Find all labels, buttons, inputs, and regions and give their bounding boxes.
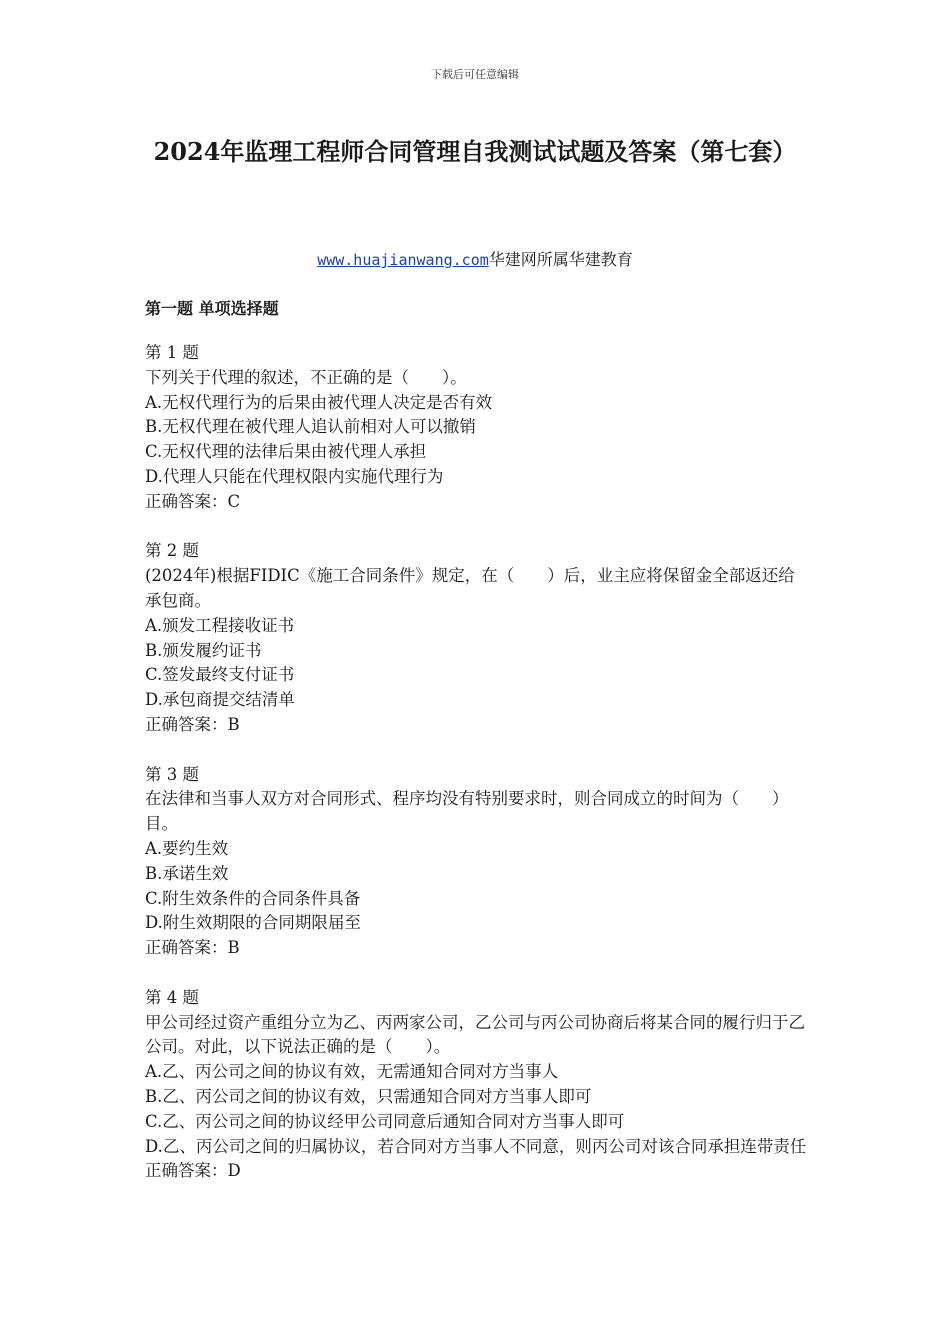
question-stem: 在法律和当事人双方对合同形式、程序均没有特别要求时，则合同成立的时间为（ ）目。 (145, 789, 789, 834)
option-c: C.乙、丙公司之间的协议经甲公司同意后通知合同对方当事人即可 (145, 1111, 625, 1131)
option-a: A.乙、丙公司之间的协议有效，无需通知合同对方当事人 (145, 1062, 559, 1082)
option-b: B.乙、丙公司之间的协议有效，只需通知合同对方当事人即可 (145, 1086, 592, 1106)
option-b: B.承诺生效 (145, 863, 229, 883)
option-d: D.乙、丙公司之间的归属协议，若合同对方当事人不同意，则丙公司对该合同承担连带责任 (145, 1136, 807, 1156)
source-line (0, 247, 950, 270)
question-list (145, 341, 810, 1209)
option-a: A.要约生效 (145, 838, 229, 858)
question-stem: (2024年)根据FIDIC《施工合同条件》规定，在（ ）后，业主应将保留金全部返还给承包商。 (145, 566, 795, 610)
answer-line: 正确答案：B (145, 714, 240, 734)
question-item (145, 341, 810, 515)
source-link[interactable]: www.huajianwang.com (317, 251, 489, 269)
question-stem: 甲公司经过资产重组分立为乙、丙两家公司，乙公司与丙公司协商后将某合同的履行归于乙公司。对此，以下说法正确的是（ ）。 (145, 1012, 805, 1057)
option-c: C.无权代理的法律后果由被代理人承担 (145, 442, 427, 462)
question-number: 第 3 题 (145, 764, 199, 784)
option-b: B.无权代理在被代理人追认前相对人可以撤销 (145, 417, 476, 437)
question-item (145, 539, 810, 737)
option-a: A.无权代理行为的后果由被代理人决定是否有效 (145, 392, 493, 412)
answer-line: 正确答案：D (145, 1161, 241, 1181)
question-number: 第 2 题 (145, 541, 199, 561)
option-c: C.签发最终支付证书 (145, 665, 295, 685)
answer-line: 正确答案：C (145, 491, 241, 511)
question-number: 第 1 题 (145, 343, 199, 362)
question-item (145, 986, 810, 1184)
source-suffix: 华建网所属华建教育 (488, 250, 633, 269)
option-d: D.附生效期限的合同期限届至 (145, 913, 361, 933)
header-note: 下载后可任意编辑 (431, 68, 519, 81)
section-heading: 第一题 单项选择题 (145, 299, 279, 318)
option-d: D.承包商提交结清单 (145, 690, 295, 710)
question-stem: 下列关于代理的叙述，不正确的是（ ）。 (145, 367, 467, 387)
document-title: 2024年监理工程师合同管理自我测试试题及答案（第七套） (153, 137, 797, 166)
question-item (145, 763, 810, 961)
option-b: B.颁发履约证书 (145, 640, 262, 660)
option-c: C.附生效条件的合同条件具备 (145, 888, 361, 908)
option-a: A.颁发工程接收证书 (145, 615, 295, 635)
question-number: 第 4 题 (145, 987, 199, 1007)
answer-line: 正确答案：B (145, 938, 240, 958)
option-d: D.代理人只能在代理权限内实施代理行为 (145, 466, 444, 486)
